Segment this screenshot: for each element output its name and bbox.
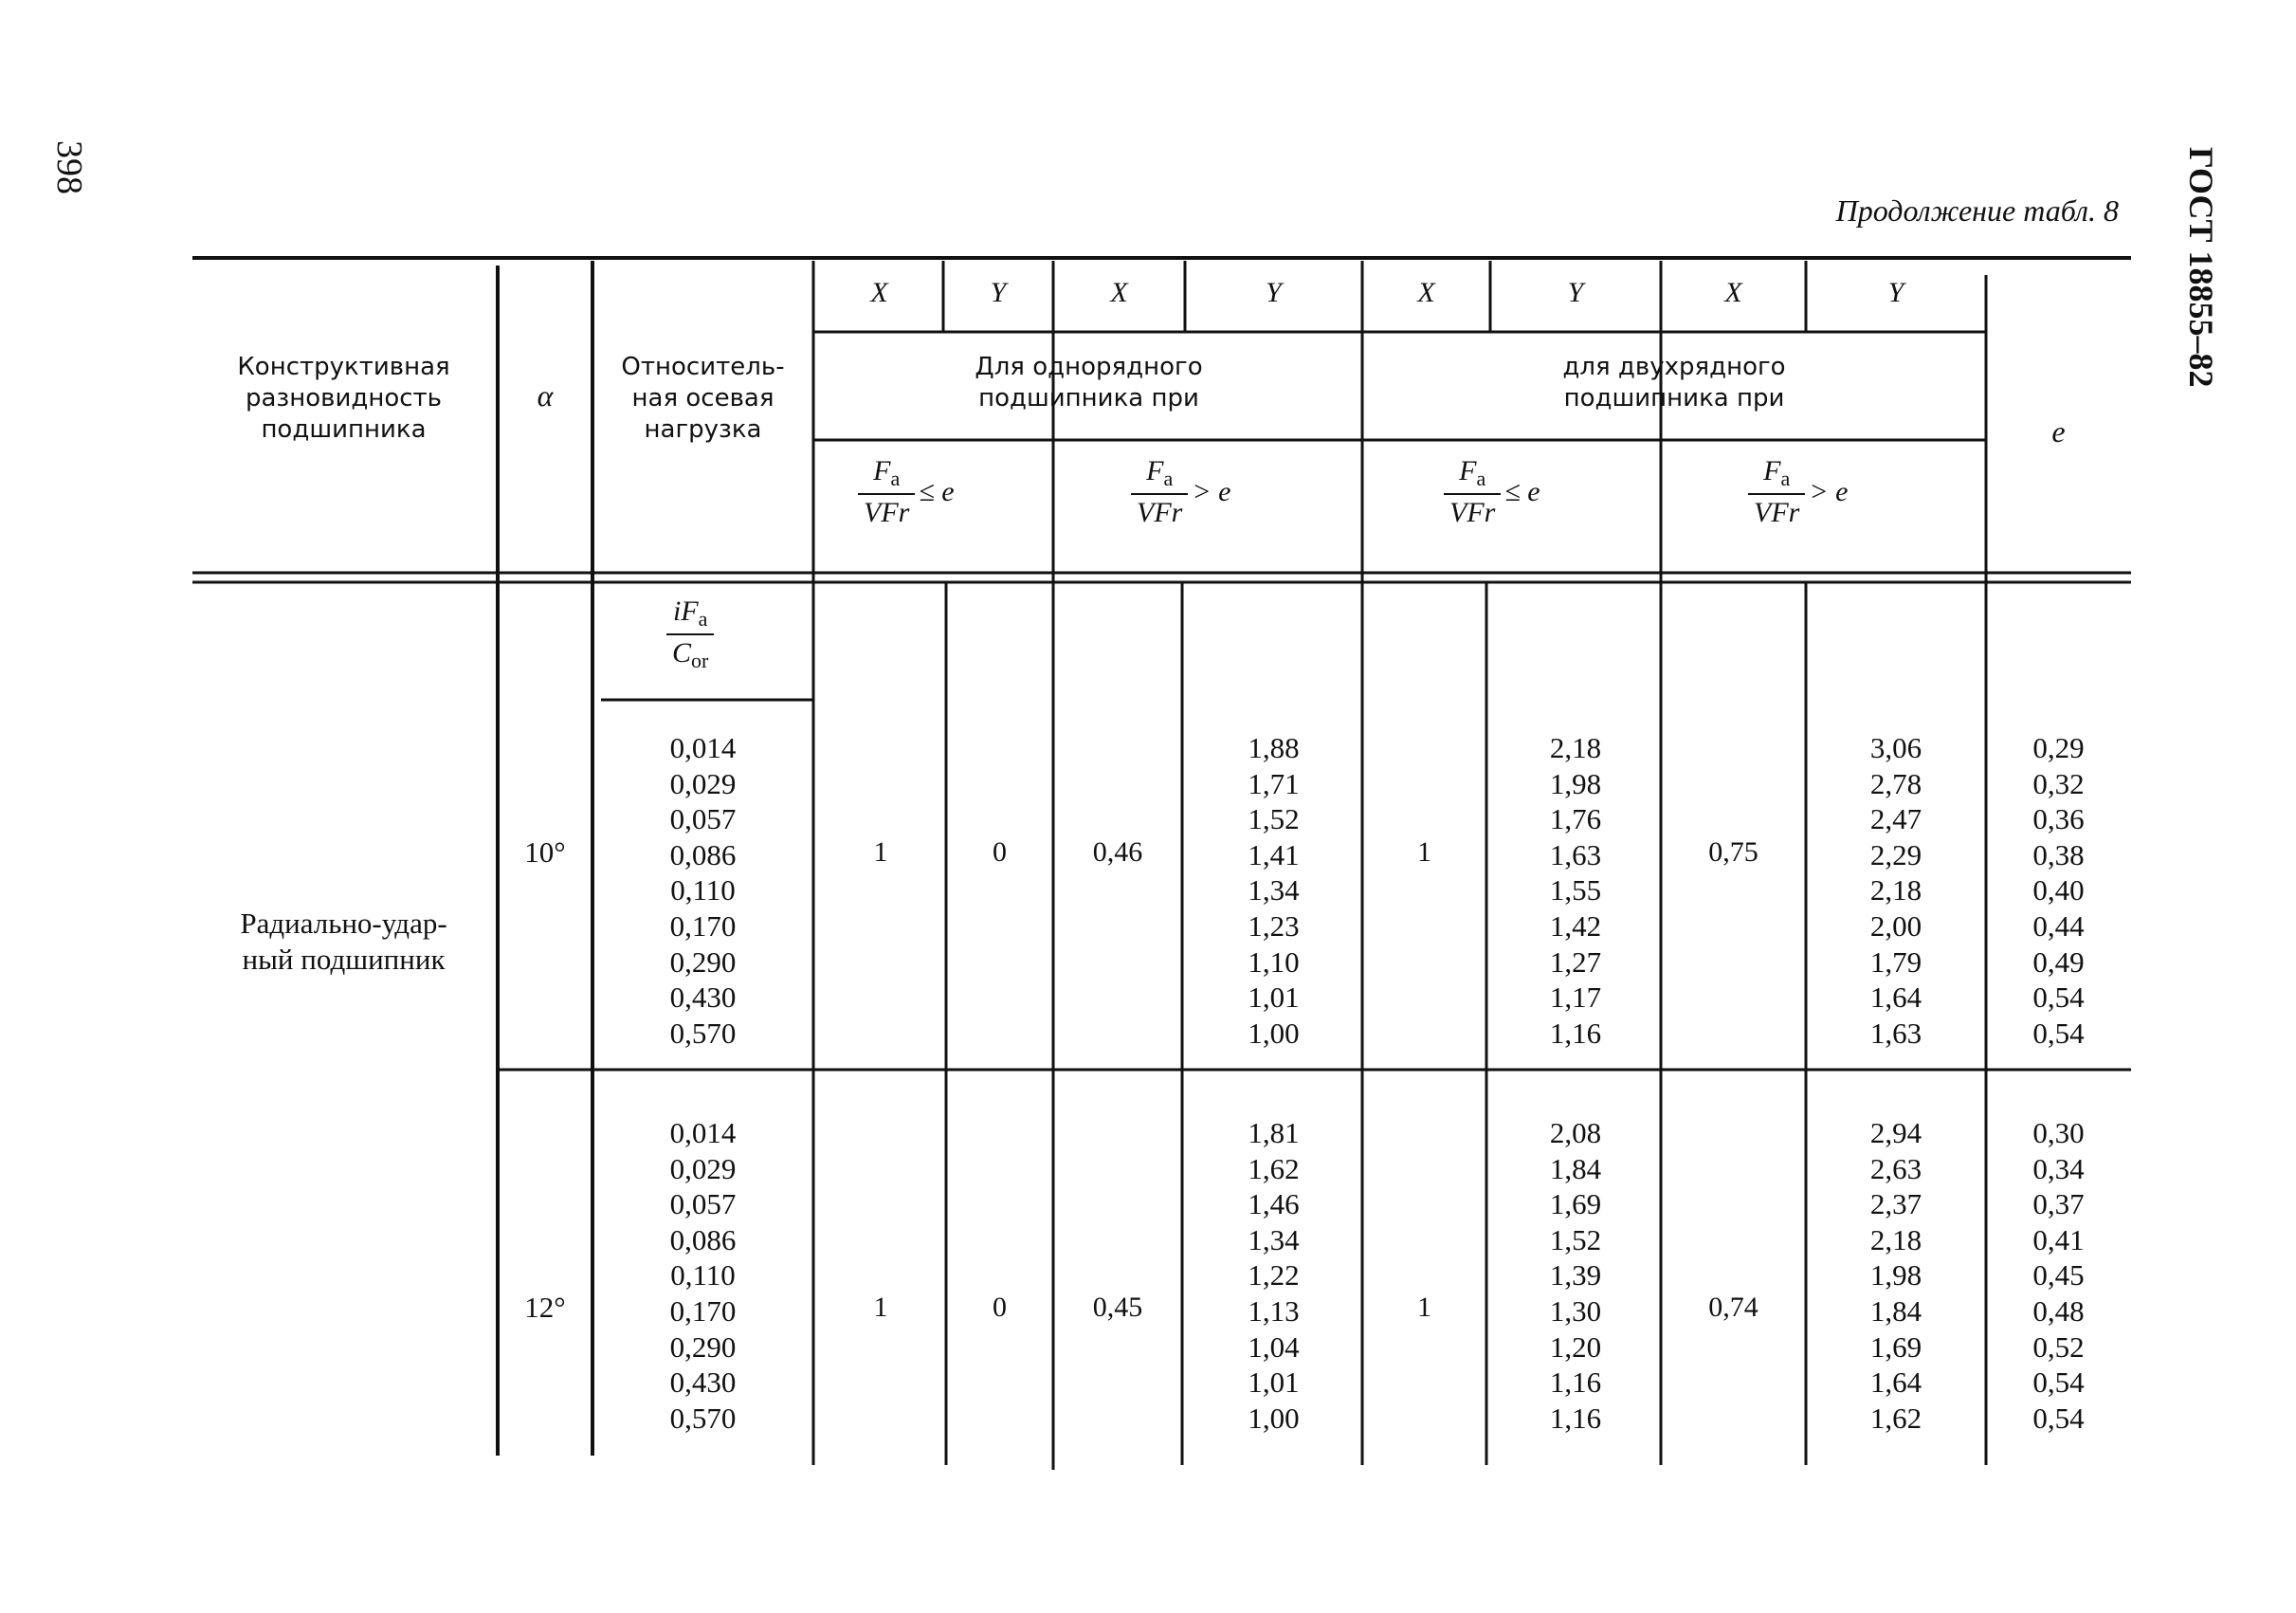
group-10-x4: 0,75	[1708, 836, 1758, 868]
group-10-y2: 1,88 1,71 1,52 1,41 1,34 1,23 1,10 1,01 1,00	[1248, 731, 1300, 1050]
group-12-alpha: 12°	[524, 1291, 566, 1324]
condition-double-le: $\frac{F_a}{\text{VFr}}$ ≤ e	[1444, 455, 1540, 529]
group-12-x1: 1	[873, 1292, 888, 1323]
group-10-x2: 0,46	[1092, 836, 1143, 868]
condition-double-gt: $\frac{F_a}{\text{VFr}}$ > e	[1748, 455, 1848, 529]
document-code: ГОСТ 18855–82	[2182, 147, 2220, 388]
header-y-4: Y	[1887, 277, 1904, 308]
header-x-4: X	[1724, 277, 1742, 308]
continuation-caption: Продолжение табл. 8	[1835, 193, 2119, 228]
group-12-y1: 0	[993, 1292, 1007, 1323]
condition-single-gt: $\frac{F_a}{\text{VFr}}$ > e	[1131, 455, 1230, 529]
group-10-e: 0,29 0,32 0,36 0,38 0,40 0,44 0,49 0,54 0,54	[2032, 731, 2085, 1050]
group-10-loads: 0,014 0,029 0,057 0,086 0,110 0,170 0,290 0,430 0,570	[669, 731, 737, 1050]
group-10-alpha: 10°	[524, 835, 566, 869]
header-y-1: Y	[990, 277, 1007, 308]
group-10-y3: 2,18 1,98 1,76 1,63 1,55 1,42 1,27 1,17 1,16	[1549, 731, 1602, 1050]
header-e: e	[2051, 414, 2066, 449]
group-12-y2: 1,81 1,62 1,46 1,34 1,22 1,13 1,04 1,01 1,00	[1248, 1116, 1300, 1435]
group-12-e: 0,30 0,34 0,37 0,41 0,45 0,48 0,52 0,54 0,54	[2032, 1116, 2085, 1435]
group-10-x1: 1	[873, 836, 888, 868]
header-bearing-type: Конструктивная разновидность подшипника	[237, 353, 450, 444]
condition-single-le: $\frac{F_a}{\text{VFr}}$ ≤ e	[858, 455, 955, 529]
group-10-y4: 3,06 2,78 2,47 2,29 2,18 2,00 1,79 1,64 1,63	[1869, 731, 1922, 1050]
group-12-y4: 2,94 2,63 2,37 2,18 1,98 1,84 1,69 1,64 1,62	[1869, 1116, 1922, 1435]
group-12-x3: 1	[1417, 1292, 1431, 1323]
header-y-3: Y	[1567, 277, 1584, 308]
group-12-loads: 0,014 0,029 0,057 0,086 0,110 0,170 0,290 0,430 0,570	[669, 1116, 737, 1435]
header-x-2: X	[1110, 277, 1128, 308]
header-double-row: для двухрядного подшипника при	[1562, 353, 1786, 412]
header-y-2: Y	[1266, 277, 1282, 308]
header-single-row: Для однорядного подшипника при	[975, 353, 1203, 412]
group-10-y1: 0	[993, 836, 1007, 868]
load-fraction: $\frac{iF_a}{C_{or}}$	[666, 596, 714, 673]
header-x-3: X	[1417, 277, 1435, 308]
header-x-1: X	[870, 277, 888, 308]
header-relative-axial-load: Относитель- ная осевая нагрузка	[621, 353, 785, 444]
group-12-x4: 0,74	[1708, 1292, 1758, 1323]
page-number: 398	[49, 140, 89, 194]
header-alpha: α	[537, 378, 554, 412]
group-10-x3: 1	[1417, 836, 1431, 868]
bearing-type: Радиально-удар- ный подшипник	[240, 907, 447, 976]
group-12-x2: 0,45	[1092, 1292, 1143, 1323]
group-12-y3: 2,08 1,84 1,69 1,52 1,39 1,30 1,20 1,16 1,16	[1549, 1116, 1602, 1435]
